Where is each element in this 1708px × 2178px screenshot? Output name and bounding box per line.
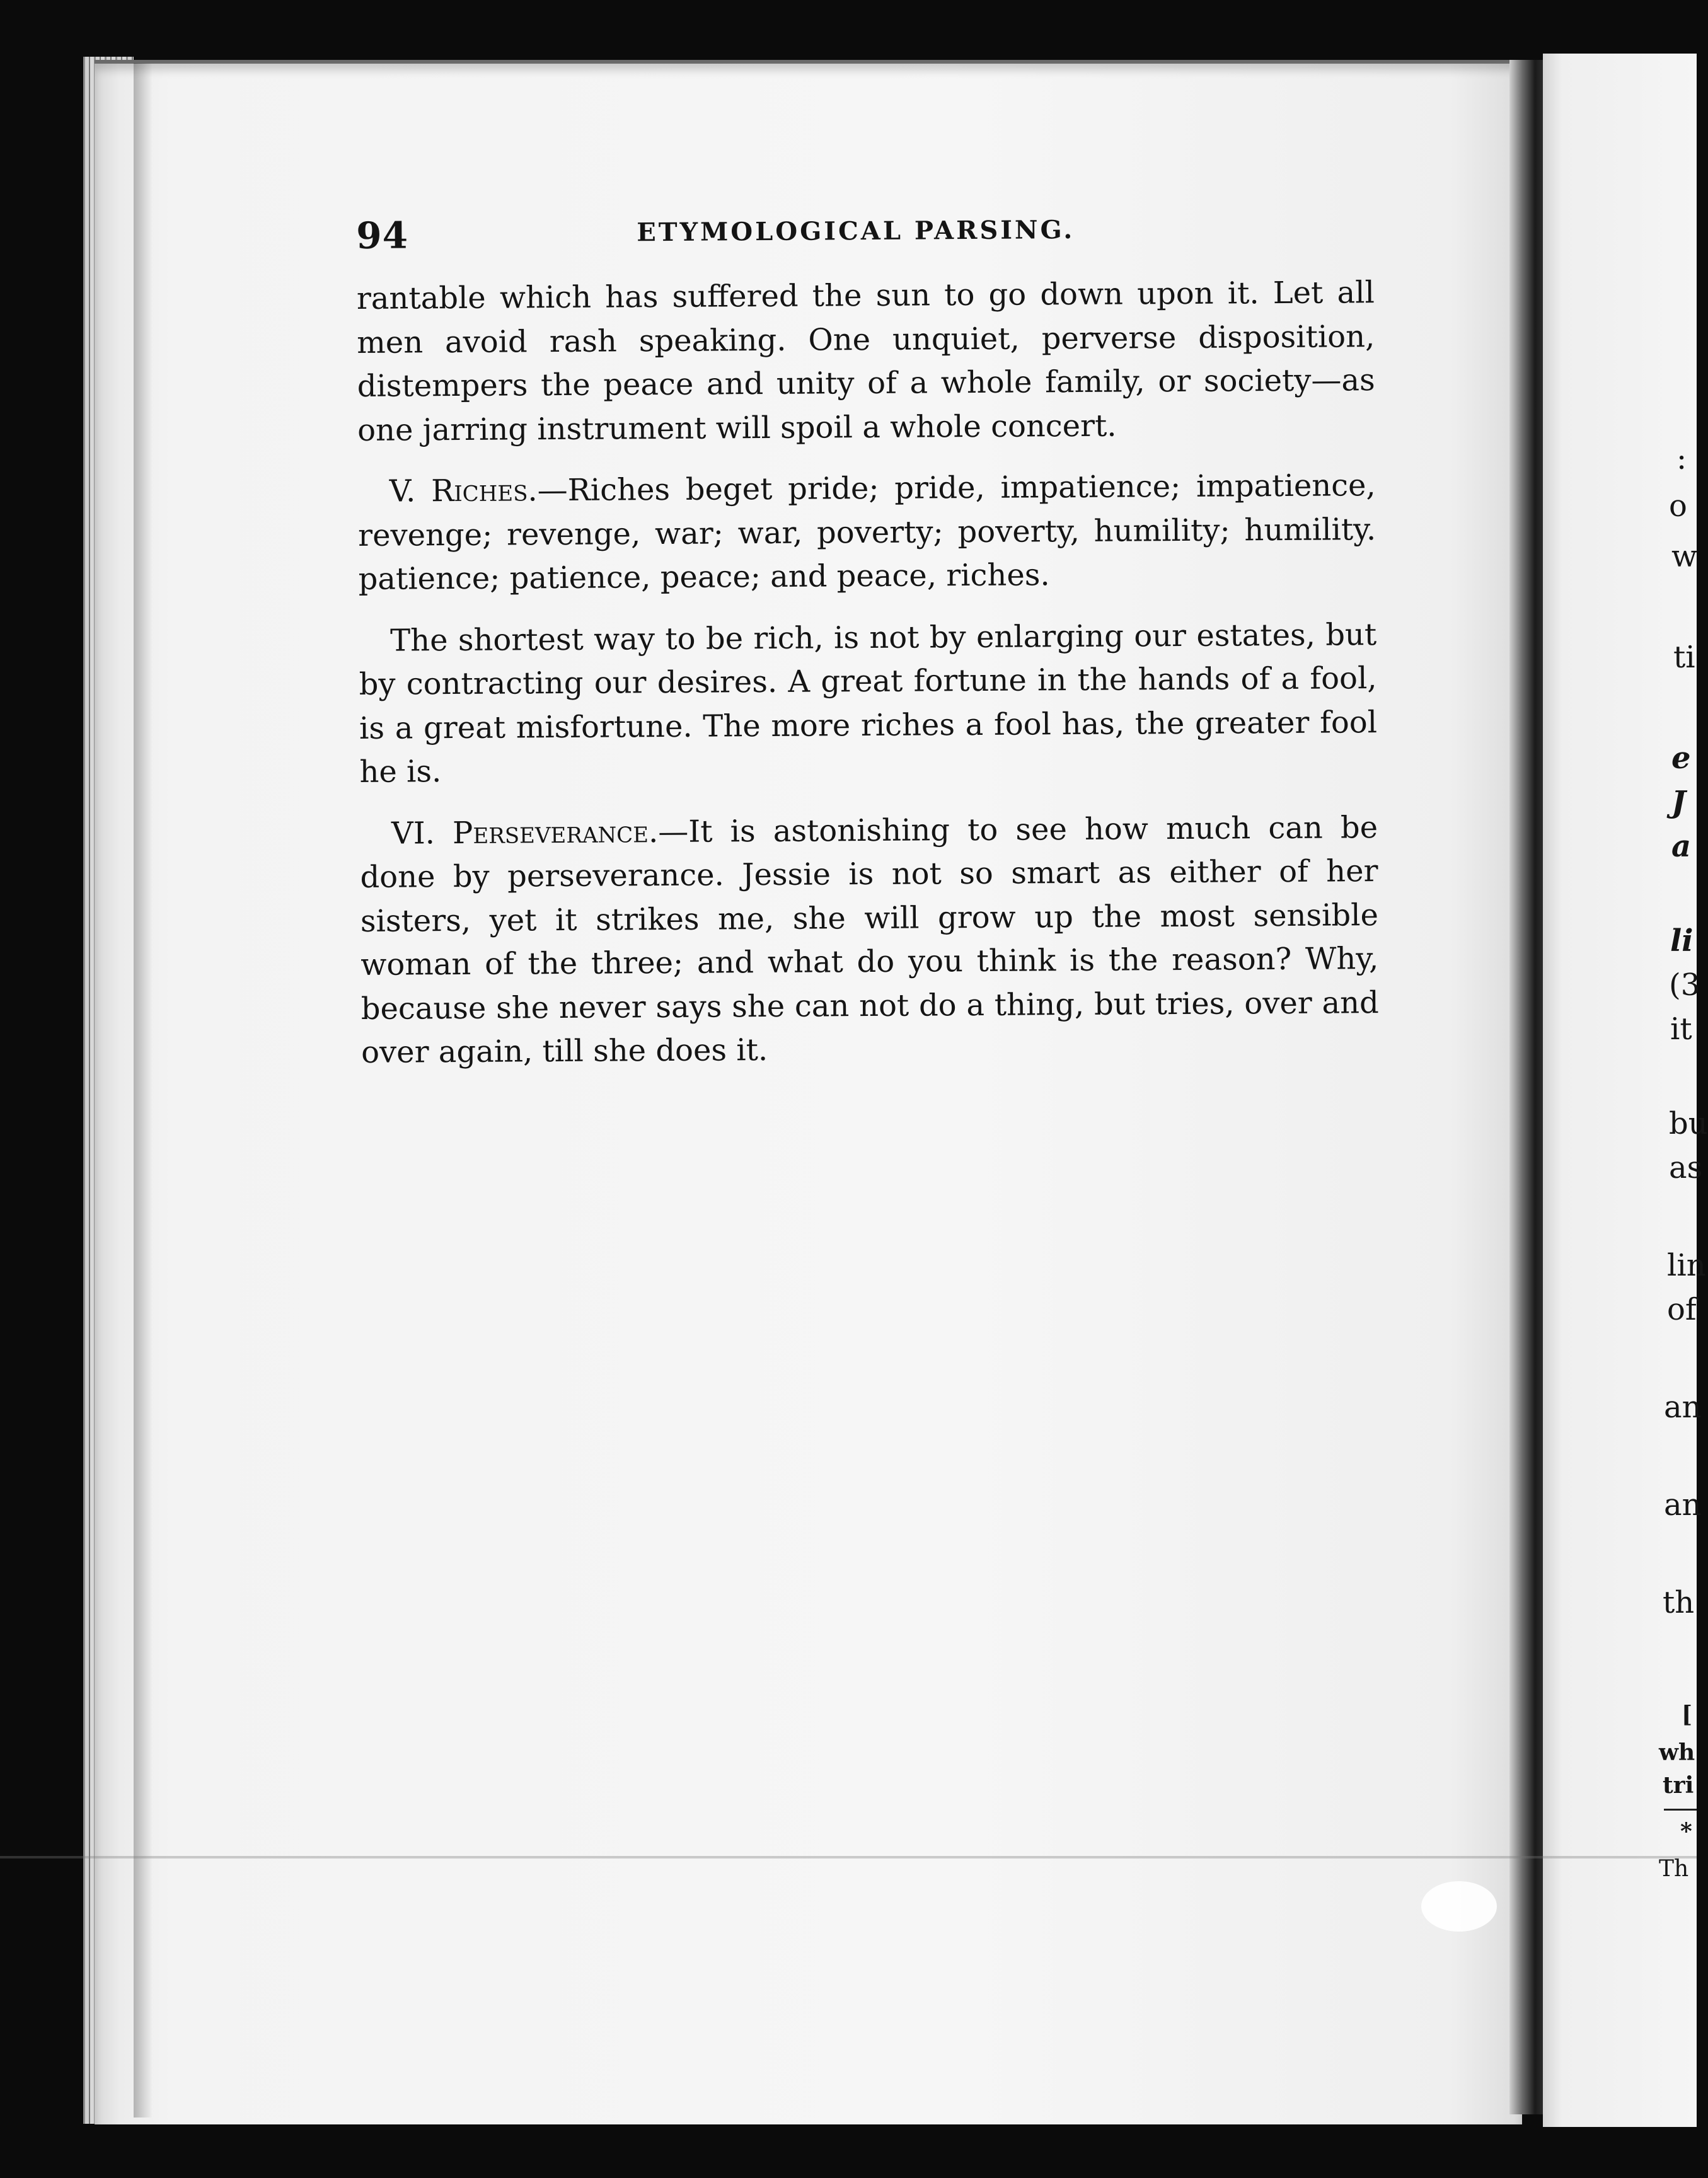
paragraph-continuation — [357, 271, 1376, 452]
scan-artifact-line — [0, 1856, 1697, 1858]
section-label-riches: V. Riches. — [389, 473, 538, 509]
footnote-rule — [1664, 1809, 1697, 1811]
right-fragment: (3 — [1669, 967, 1700, 1003]
left-page-text — [356, 202, 1380, 1092]
right-fragment: o — [1669, 488, 1687, 524]
paragraph-text: —It is astonishing to see how much can be done by perseverance. Jessie is not so smart as either of her sisters, yet it strikes me, she will grow up the most sensible woman of the three; and what do you think is the reason? Why, because she never says she can not do a thing, but tries, over and over again, till she does it. — [360, 809, 1379, 1070]
right-fragment: bu — [1669, 1106, 1708, 1141]
right-fragment: [ — [1682, 1702, 1693, 1728]
right-page — [1543, 54, 1697, 2127]
paragraph-text: rantable which has suffered the sun to go down upon it. Let all men avoid rash speaking. One unquiet, perverse disposition, distempers the peace and unity of a whole family, or society—as one jarring instrument will spoil a whole concert. — [356, 275, 1375, 448]
paragraph-text: —Riches beget pride; pride, impatience; impatience, revenge; revenge, war; war, poverty; poverty, humility; humility. patience; patience, peace; and peace, riches. — [358, 468, 1376, 597]
right-fragment: wh — [1659, 1739, 1695, 1766]
right-fragment: ti — [1673, 640, 1695, 675]
right-fragment: * — [1680, 1818, 1692, 1845]
right-fragment: th — [1663, 1585, 1695, 1620]
right-fragment: J — [1671, 785, 1686, 820]
right-fragment: as — [1669, 1150, 1703, 1185]
section-label-perseverance: VI. Perseverance. — [391, 814, 659, 851]
page-number: 94 — [356, 214, 409, 257]
right-fragment: of — [1667, 1292, 1697, 1327]
running-head: ETYMOLOGICAL PARSING. — [637, 215, 1075, 248]
right-fragment: a — [1671, 829, 1692, 864]
right-fragment: : — [1676, 441, 1687, 476]
paragraph-text: The shortest way to be rich, is not by enlarging our estates, but by contracting our desires. A great fortune in the hands of a fool, is a great misfortune. The more riches a fool has, the greater fool he is. — [359, 616, 1378, 790]
right-fragment: an — [1664, 1487, 1702, 1523]
page-header — [356, 202, 1375, 277]
book-gutter — [1509, 60, 1546, 2114]
right-fragment: w — [1671, 539, 1698, 574]
right-fragment: it — [1670, 1011, 1692, 1047]
left-page-shadow — [134, 63, 153, 2118]
right-fragment: lin — [1667, 1248, 1706, 1283]
right-fragment: e — [1671, 740, 1691, 776]
paragraph-riches — [358, 464, 1376, 601]
right-fragment: an — [1664, 1390, 1702, 1425]
right-fragment: tri — [1663, 1772, 1694, 1799]
right-fragment: Th — [1659, 1856, 1689, 1882]
right-fragment: li — [1670, 923, 1694, 959]
paragraph-perseverance — [360, 806, 1380, 1075]
paper-smudge — [1421, 1881, 1497, 1932]
paragraph-shortest-way — [359, 613, 1378, 795]
